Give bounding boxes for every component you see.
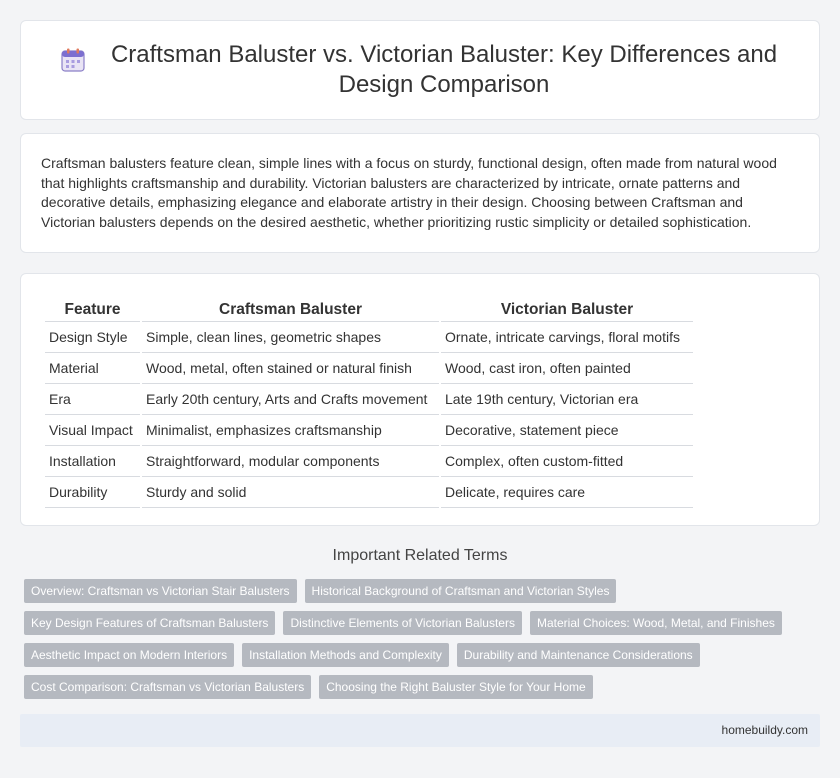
title-card bbox=[20, 20, 820, 120]
footer bbox=[20, 714, 820, 747]
table-cell-feature: Era bbox=[45, 384, 140, 415]
table-cell-victorian: Complex, often custom-fitted bbox=[441, 446, 693, 477]
related-term-tag[interactable]: Historical Background of Craftsman and Victorian Styles bbox=[305, 579, 617, 603]
related-term-tag[interactable]: Cost Comparison: Craftsman vs Victorian Balusters bbox=[24, 675, 311, 699]
tag-row bbox=[24, 643, 814, 667]
table-cell-victorian: Delicate, requires care bbox=[441, 477, 693, 508]
related-term-tag[interactable]: Durability and Maintenance Considerations bbox=[457, 643, 700, 667]
related-term-tag[interactable]: Material Choices: Wood, Metal, and Finishes bbox=[530, 611, 782, 635]
table-cell-feature: Visual Impact bbox=[45, 415, 140, 446]
table-cell-craftsman: Straightforward, modular components bbox=[142, 446, 439, 477]
table-cell-victorian: Wood, cast iron, often painted bbox=[441, 353, 693, 384]
table-row bbox=[45, 384, 693, 415]
tag-row bbox=[24, 675, 814, 699]
related-terms-list bbox=[24, 579, 814, 707]
related-term-tag[interactable]: Key Design Features of Craftsman Balusters bbox=[24, 611, 275, 635]
table-cell-victorian: Decorative, statement piece bbox=[441, 415, 693, 446]
column-header-craftsman: Craftsman Baluster bbox=[142, 294, 439, 322]
intro-card bbox=[20, 133, 820, 253]
footer-site-link[interactable]: homebuildy.com bbox=[721, 723, 808, 737]
table-cell-victorian: Ornate, intricate carvings, floral motifs bbox=[441, 322, 693, 353]
table-row bbox=[45, 477, 693, 508]
page-title: Craftsman Baluster vs. Victorian Baluster: Key Differences and Design Comparison bbox=[110, 41, 778, 98]
related-term-tag[interactable]: Choosing the Right Baluster Style for Your Home bbox=[319, 675, 592, 699]
table-cell-feature: Design Style bbox=[45, 322, 140, 353]
related-term-tag[interactable]: Installation Methods and Complexity bbox=[242, 643, 449, 667]
table-cell-craftsman: Wood, metal, often stained or natural finish bbox=[142, 353, 439, 384]
calendar-icon bbox=[60, 47, 86, 73]
table-cell-victorian: Late 19th century, Victorian era bbox=[441, 384, 693, 415]
table-row bbox=[45, 322, 693, 353]
table-cell-craftsman: Sturdy and solid bbox=[142, 477, 439, 508]
related-terms-heading: Important Related Terms bbox=[332, 547, 508, 564]
table-cell-craftsman: Simple, clean lines, geometric shapes bbox=[142, 322, 439, 353]
table-row bbox=[45, 446, 693, 477]
table-cell-craftsman: Early 20th century, Arts and Crafts movement bbox=[142, 384, 439, 415]
related-term-tag[interactable]: Overview: Craftsman vs Victorian Stair Balusters bbox=[24, 579, 297, 603]
table-row bbox=[45, 353, 693, 384]
tag-row bbox=[24, 611, 814, 635]
table-cell-feature: Material bbox=[45, 353, 140, 384]
comparison-table bbox=[43, 294, 695, 508]
comparison-table-card bbox=[20, 273, 820, 526]
tag-row bbox=[24, 579, 814, 603]
title-wrap bbox=[60, 40, 780, 100]
intro-paragraph: Craftsman balusters feature clean, simple lines with a focus on sturdy, functional design, often made from natural wood that highlights craftsmanship and durability. Victorian balusters are characterized by intricate, ornate patterns and decorative details, emphasizing elegance and elaborate artistry in their design. Choosing between Craftsman and Victorian balusters depends on the desired aesthetic, whether prioritizing rustic simplicity or detailed sophistication. bbox=[41, 155, 777, 230]
table-header-row bbox=[45, 294, 693, 322]
table-cell-feature: Installation bbox=[45, 446, 140, 477]
column-header-feature: Feature bbox=[45, 294, 140, 322]
table-row bbox=[45, 415, 693, 446]
table-cell-craftsman: Minimalist, emphasizes craftsmanship bbox=[142, 415, 439, 446]
related-term-tag[interactable]: Aesthetic Impact on Modern Interiors bbox=[24, 643, 234, 667]
column-header-victorian: Victorian Baluster bbox=[441, 294, 693, 322]
table-cell-feature: Durability bbox=[45, 477, 140, 508]
related-term-tag[interactable]: Distinctive Elements of Victorian Balusters bbox=[283, 611, 522, 635]
